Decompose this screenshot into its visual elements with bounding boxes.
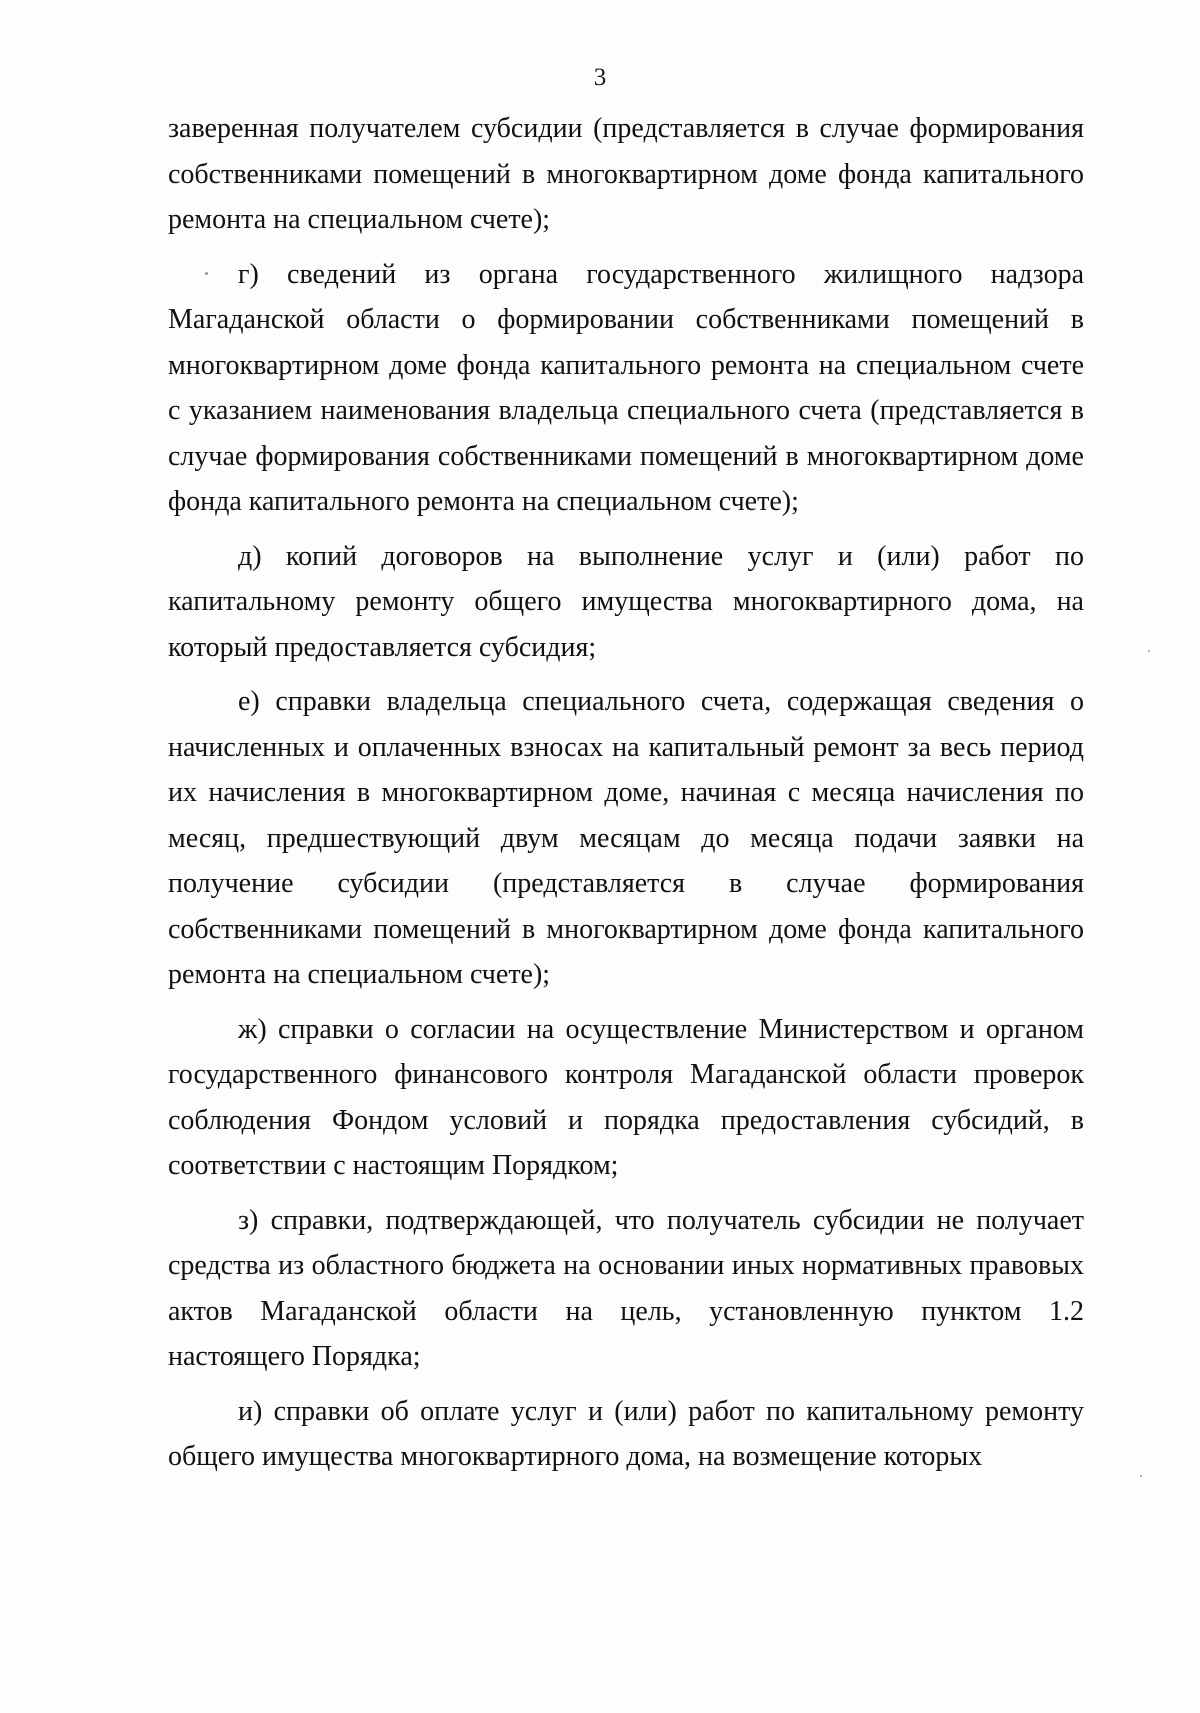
scan-speck <box>205 272 208 275</box>
paragraph-item-d: д) копий договоров на выполнение услуг и (или) работ по капитальному ремонту общего имущества многоквартирного дома, на который предоставляется субсидия; <box>168 540 1084 663</box>
paragraph-item-zh: ж) справки о согласии на осуществление Министерством и органом государственного финансового контроля Магаданской области проверок соблюдения Фондом условий и порядка предоставления субсидий, в соответствии с настоящим Порядком; <box>168 1013 1084 1181</box>
scan-speck <box>1148 650 1150 652</box>
paragraph-item-z: з) справки, подтверждающей, что получатель субсидии не получает средства из областного бюджета на основании иных нормативных правовых актов Магаданской области на цель, установленную пунктом 1.2 настоящего Порядка; <box>168 1204 1084 1372</box>
paragraph-item-e: е) справки владельца специального счета, содержащая сведения о начисленных и оплаченных взносах на капитальный ремонт за весь период их начисления в многоквартирном доме, начиная с месяца начисления по месяц, предшествующий двум месяцам до месяца подачи заявки на получение субсидии (представляется в случае формирования собственниками помещений в многоквартирном доме фонда капитального ремонта на специальном счете); <box>168 686 1084 990</box>
paragraph-item-i: и) справки об оплате услуг и (или) работ по капитальному ремонту общего имущества многоквартирного дома, на возмещение которых <box>168 1395 1084 1472</box>
paragraph-continuation: заверенная получателем субсидии (представляется в случае формирования собственниками помещений в многоквартирном доме фонда капитального ремонта на специальном счете); <box>168 113 1084 235</box>
document-body <box>168 106 1084 1489</box>
page-number: 3 <box>593 64 607 91</box>
scan-speck <box>1140 1475 1142 1477</box>
paragraph-item-g: г) сведений из органа государственного жилищного надзора Магаданской области о формировании собственниками помещений в многоквартирном доме фонда капитального ремонта на специальном счете с указанием наименования владельца специального счета (представляется в случае формирования собственниками помещений в многоквартирном доме фонда капитального ремонта на специальном счете); <box>168 258 1084 517</box>
